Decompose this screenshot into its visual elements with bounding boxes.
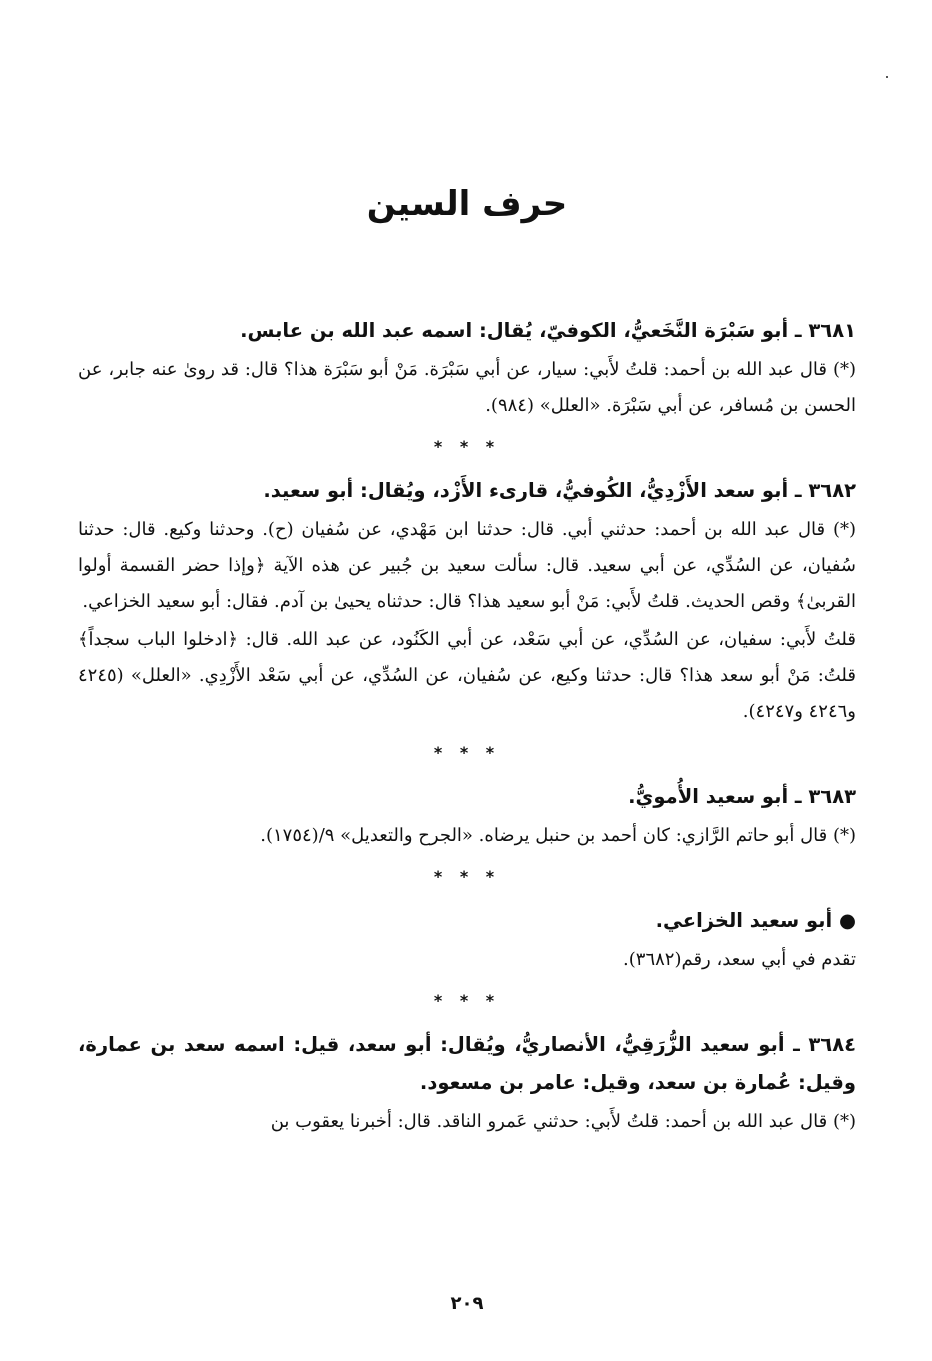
entry-heading: ٣٦٨٣ ـ أبو سعيد الأُمويُّ. — [628, 785, 856, 808]
document-page — [78, 0, 856, 1361]
entry-heading: ٣٦٨٢ ـ أبو سعد الأَزْدِيُّ، الكُوفيُّ، قارىء الأَزْد، ويُقال: أبو سعيد. — [263, 479, 856, 502]
separator: * * * — [433, 743, 501, 762]
entry-3683 — [78, 778, 856, 854]
margin-dot — [886, 76, 888, 78]
entry-paragraph: (*) قال عبد الله بن أحمد: قلتُ لأَبي: سيار، عن أبي سَبْرَة. مَنْ أبو سَبْرَة هذا؟ قال: قد روىٰ عنه جابر، عن الحسن بن مُسافر، عن أبي سَبْرَة. «العلل» (٩٨٤). — [78, 359, 856, 416]
entries — [78, 312, 856, 1140]
separator: * * * — [433, 867, 501, 886]
entry-heading: ٣٦٨١ ـ أبو سَبْرَة النَّخَعيُّ، الكوفيّ، يُقال: اسمه عبد الله بن عابس. — [240, 319, 856, 342]
entry-heading: ٣٦٨٤ ـ أبو سعيد الزُّرَقِيُّ، الأنصاريُّ، ويُقال: أبو سعد، قيل: اسمه سعد بن عمارة، وقيل: عُمارة بن سعد، وقيل: عامر بن مسعود. — [78, 1033, 856, 1094]
entry-paragraph: (*) قال عبد الله بن أحمد: قلتُ لأَبي: حدثني عَمرو الناقد. قال: أخبرنا يعقوب بن — [270, 1111, 856, 1132]
separator: * * * — [433, 991, 501, 1010]
page-number: ٢٠٩ — [450, 1293, 484, 1314]
separator: * * * — [433, 437, 501, 456]
entry-paragraph: قلتُ لأَبي: سفيان، عن السُدِّي، عن أبي سَعْد، عن أبي الكَنُود، عن عبد الله. قال: ﴿ادخلوا الباب سجداً﴾ قلتُ: مَنْ أبو سعد هذا؟ قال: حدثنا وكيع، عن سُفيان، عن السُدِّي، عن أبي سَعْد الأَزْدِي. «العلل» (٤٢٤٥ و٤٢٤٦ و٤٢٤٧). — [78, 629, 856, 722]
entry-3682 — [78, 472, 856, 730]
entry-heading: ● أبو سعيد الخزاعي. — [655, 909, 856, 932]
entry-paragraph: (*) قال أبو حاتم الرَّازي: كان أحمد بن حنبل يرضاه. «الجرح والتعديل» ٩/(١٧٥٤). — [260, 825, 856, 846]
entry-paragraph: (*) قال عبد الله بن أحمد: حدثني أبي. قال: حدثنا ابن مَهْدي، عن سُفيان (ح). وحدثنا وكيع. قال: حدثنا سُفيان، عن السُدِّي، عن أبي سعيد. قال: سألت سعيد بن جُبير عن هذه الآية ﴿وإذا حضر القسمة أولوا القربىٰ﴾ وقص الحديث. قلتُ لأَبي: مَنْ أبو سعيد هذا؟ قال: حدثناه يحيىٰ بن آدم. فقال: أبو سعيد الخزاعي. — [78, 519, 856, 612]
entry-paragraph: تقدم في أبي سعد، رقم(٣٦٨٢). — [623, 949, 856, 970]
entry-abu-said-khuzai — [78, 902, 856, 978]
page-title: حرف السين — [366, 184, 568, 224]
entry-3681 — [78, 312, 856, 424]
entry-3684 — [78, 1026, 856, 1140]
